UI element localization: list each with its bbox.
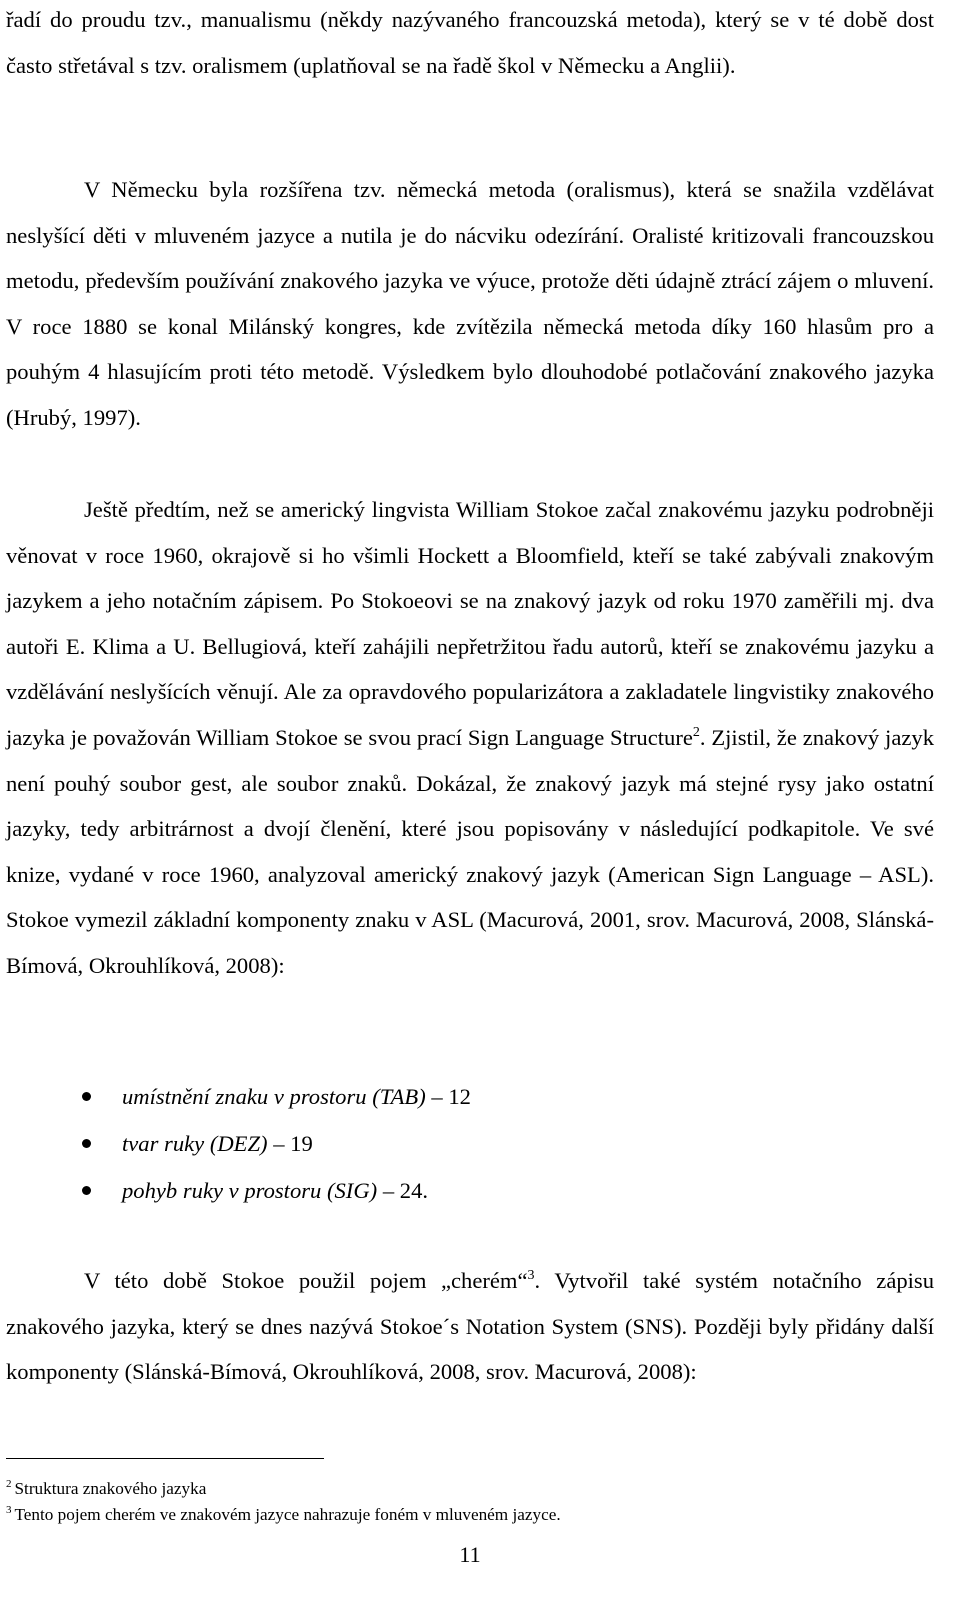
paragraph-stokoe bbox=[6, 487, 934, 989]
list-item-count: – 12 bbox=[425, 1084, 471, 1109]
list-item bbox=[6, 1167, 934, 1214]
list-item bbox=[6, 1120, 934, 1167]
paragraph-chereme-text-b: . Vytvořil také systém notačního zápisu znakového jazyka, který se dnes nazývá Stokoe´s Notation System (SNS). Později byly přidány další komponenty (Slánská-Bímová, Okrouhlíková, 2008, srov. Macurová, 2008): bbox=[6, 1268, 935, 1385]
component-list bbox=[6, 1073, 934, 1214]
footnote-text: Tento pojem cherém ve znakovém jazyce nahrazuje foném v mluveném jazyce. bbox=[14, 1504, 561, 1524]
list-item-term: umístnění znaku v prostoru (TAB) bbox=[122, 1084, 426, 1109]
list-item-term: pohyb ruky v prostoru (SIG) bbox=[122, 1178, 378, 1203]
footnote-text: Struktura znakového jazyka bbox=[14, 1479, 207, 1498]
paragraph-stokoe-text-a: Ještě předtím, než se americký lingvista William Stokoe začal znakovému jazyku podrobněji věnovat v roce 1960, okrajově si ho všimli Hockett a Bloomfield, kteří se také zabývali znakovým jazykem a jeho notačním zápisem. Po Stokoeovi se na znakový jazyk od roku 1970 zaměřili mj. dva autoři E. Klima a U. Bellugiová, kteří zahájili nepřetržitou řadu autorů, kteří se znakovému jazyku a vzdělávání neslyšících věnují. Ale za opravdového popularizátora a zakladatele lingvistiky znakového jazyka je považován William Stokoe se svou prací Sign Language Structure bbox=[6, 497, 934, 750]
bullet-icon bbox=[82, 1139, 91, 1148]
list-item-count: – 19 bbox=[267, 1131, 313, 1156]
footnote-2 bbox=[6, 1476, 934, 1502]
bullet-icon bbox=[82, 1092, 91, 1101]
paragraph-chereme-text-a: V této době Stokoe použil pojem „cherém“ bbox=[84, 1268, 528, 1293]
footnote-ref-3: 3 bbox=[527, 1268, 535, 1283]
paragraph-stokoe-text-b: . Zjistil, že znakový jazyk není pouhý soubor gest, ale soubor znaků. Dokázal, že znakový jazyk má stejné rysy jako ostatní jazyky, tedy arbitrárnost a dvojí členění, které jsou popisovány v následující podkapitole. Ve své knize, vydané v roce 1960, analyzoval americký znakový jazyk (American Sign Language – ASL). Stokoe vymezil základní komponenty znaku v ASL (Macurová, 2001, srov. Macurová, 2008, Slánská-Bímová, Okrouhlíková, 2008): bbox=[6, 724, 934, 978]
footnote-ref-2: 2 bbox=[692, 724, 700, 740]
paragraph-chereme bbox=[6, 1258, 934, 1395]
paragraph-german-method bbox=[6, 167, 934, 441]
paragraph-german-method-text: V Německu byla rozšířena tzv. německá metoda (oralismus), která se snažila vzdělávat neslyšící děti v mluveném jazyce a nutila je do nácviku odezírání. Oralisté kritizovali francouzskou metodu, především používání znakového jazyka ve výuce, protože děti údajně ztrácí zájem o mluvení. V roce 1880 se konal Milánský kongres, kde zvítězila německá metoda díky 160 hlasům pro a pouhým 4 hlasujícím proti této metodě. Výsledkem bylo dlouhodobé potlačování znakového jazyka (Hrubý, 1997). bbox=[6, 177, 934, 430]
list-item bbox=[6, 1073, 934, 1120]
footnote-divider bbox=[6, 1458, 324, 1459]
footnote-number: 3 bbox=[6, 1503, 12, 1516]
footnote-number: 2 bbox=[6, 1478, 12, 1490]
paragraph-manualism bbox=[6, 0, 934, 88]
list-item-count: – 24. bbox=[377, 1178, 429, 1203]
list-item-term: tvar ruky (DEZ) bbox=[122, 1131, 268, 1156]
paragraph-manualism-text: řadí do proudu tzv., manualismu (někdy nazývaného francouzská metoda), který se v té době dost často střetával s tzv. oralismem (uplatňoval se na řadě škol v Německu a Anglii). bbox=[6, 7, 934, 78]
footnote-3 bbox=[6, 1502, 934, 1528]
footnotes bbox=[6, 1476, 934, 1527]
bullet-icon bbox=[82, 1186, 91, 1195]
page-number: 11 bbox=[459, 1542, 481, 1567]
